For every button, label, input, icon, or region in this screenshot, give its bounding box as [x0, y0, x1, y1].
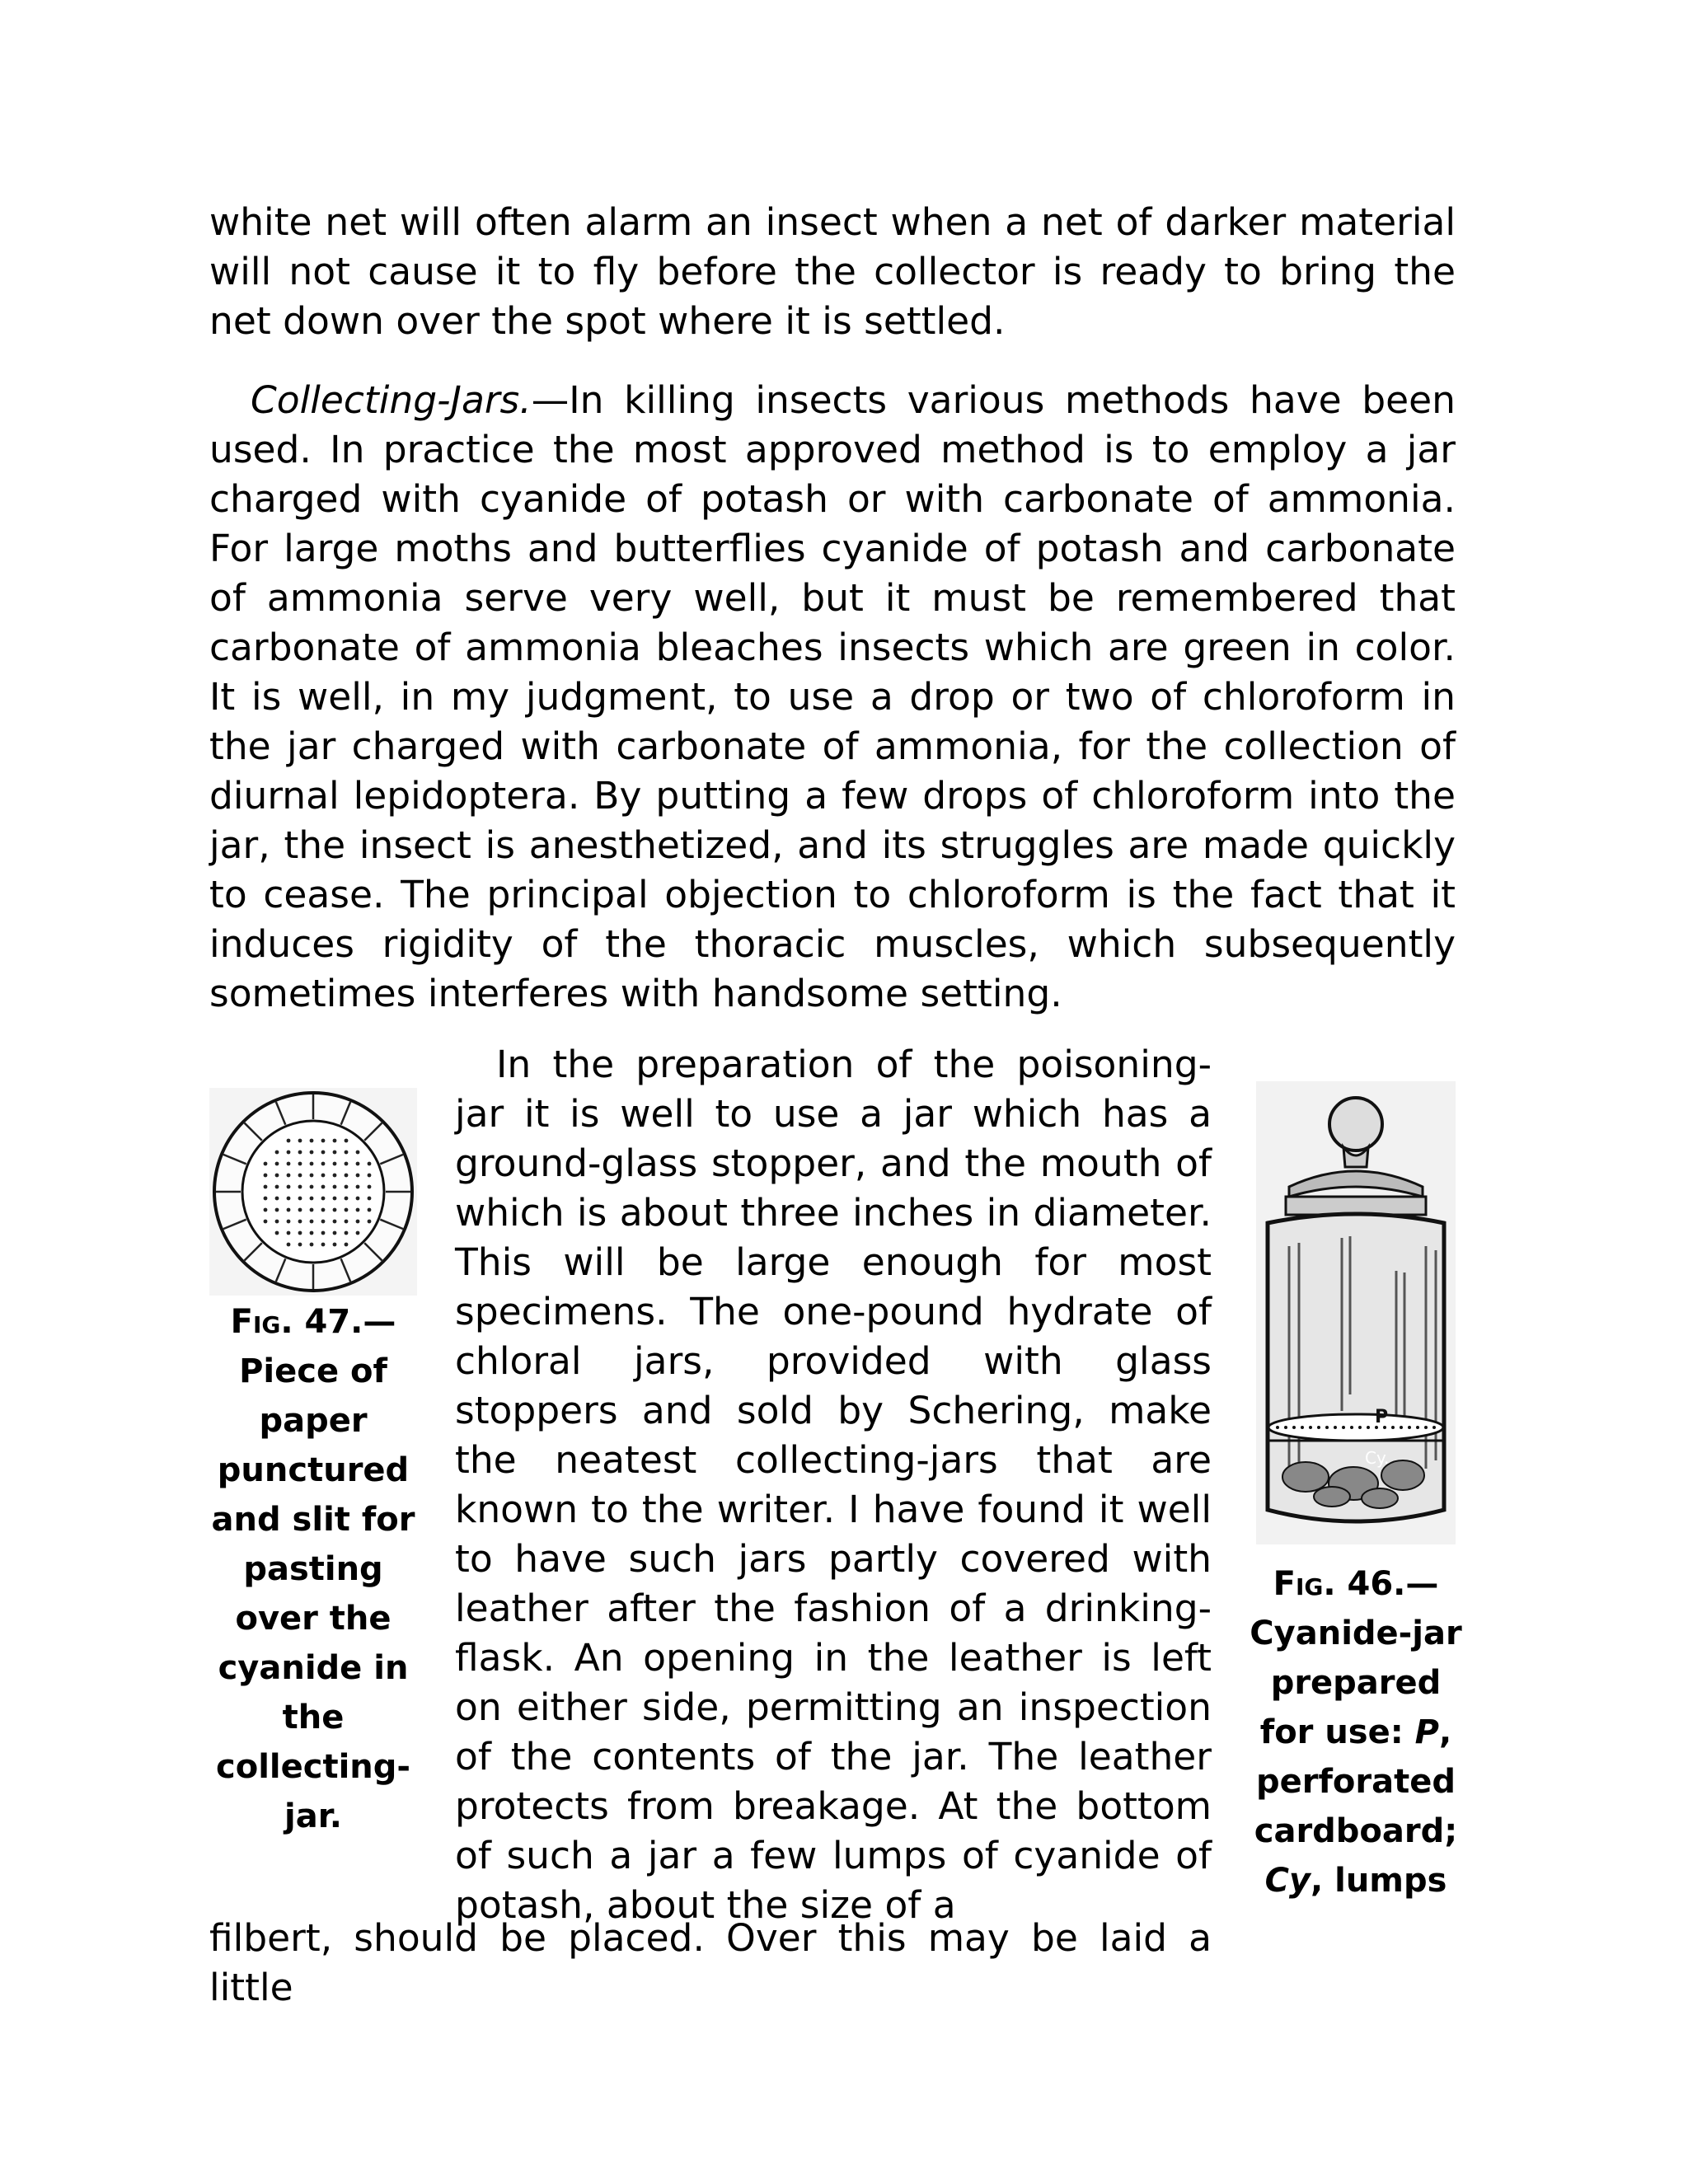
paragraph-collecting-jars — [209, 376, 1456, 1019]
figure-47-caption-text: Piece of paper punctured and slit for pasting over the cyanide in the collecting-jar. — [211, 1352, 415, 1835]
paragraph-net: white net will often alarm an insect when a net of darker material will not cause it to fly before the collector is ready to bring the net down over the spot where it is settled. — [209, 200, 1456, 343]
text-line-continuation — [209, 1914, 1212, 2013]
paragraph-collecting-jars-body: —In killing insects various methods have been used. In practice the most approved method is to employ a jar charged with cyanide of potash or with carbonate of ammonia. For large moths and butterflies cyanide of potash and carbonate of ammonia serve very well, but it must be remembered that carbonate of ammonia bleaches insects which are green in color. It is well, in my judgment, to use a drop or two of chloroform in the jar charged with carbonate of ammonia, for the collection of diurnal lepidoptera. By putting a few drops of chloroform into the jar, the insect is anesthetized, and its struggles are made quickly to cease. The principal objection to chloroform is the fact that it induces rigidity of the thoracic muscles, which subsequently sometimes interferes with handsome setting. — [209, 378, 1456, 1015]
punctured-paper-disc-illustration — [209, 1088, 417, 1296]
figure-46-caption-c: , lumps — [1311, 1862, 1447, 1900]
figure-46-caption-a: Cyanide-jar prepared for use: — [1250, 1615, 1462, 1751]
figure-46-label: Fig. 46.— — [1273, 1565, 1439, 1603]
text-column-middle — [455, 1040, 1212, 1930]
cyanide-jar-illustration — [1256, 1081, 1456, 1544]
section-heading-collecting-jars: Collecting-Jars. — [251, 378, 532, 422]
page-body — [209, 198, 1456, 1019]
paragraph-poisoning-jar: In the preparation of the poisoning-jar it is well to use a jar which has a ground-glass stopper, and the mouth of which is about three inches in diameter. This will be large enough for most specimens. The one-pound hydrate of chloral jars, provided with glass stoppers and sold by Schering, make the neatest collecting-jars that are known to the writer. I have found it well to have such jars partly covered with leather after the fashion of a drinking-flask. An opening in the leather is left on either side, permitting an inspection of the contents of the jar. The leather protects from breakage. At the bottom of such a jar a few lumps of cyanide of potash, about the size of a — [455, 1043, 1212, 1927]
figure-46-caption-b: , perforated cardboard; — [1254, 1713, 1458, 1850]
marker-Cy: Cy. — [1365, 1448, 1390, 1468]
figure-47-caption — [209, 1297, 417, 1841]
figure-47-label: Fig. 47.— — [230, 1303, 396, 1341]
figure-46-caption — [1248, 1559, 1464, 1905]
figure-46-caption-P: P — [1414, 1713, 1439, 1751]
marker-P: P — [1375, 1407, 1389, 1427]
figure-46-image — [1256, 1081, 1456, 1548]
figure-46-caption-Cy: Cy — [1264, 1862, 1311, 1900]
figure-47-image — [209, 1088, 417, 1296]
paragraph-poisoning-jar-continued: filbert, should be placed. Over this may be laid a little — [209, 1916, 1212, 2009]
